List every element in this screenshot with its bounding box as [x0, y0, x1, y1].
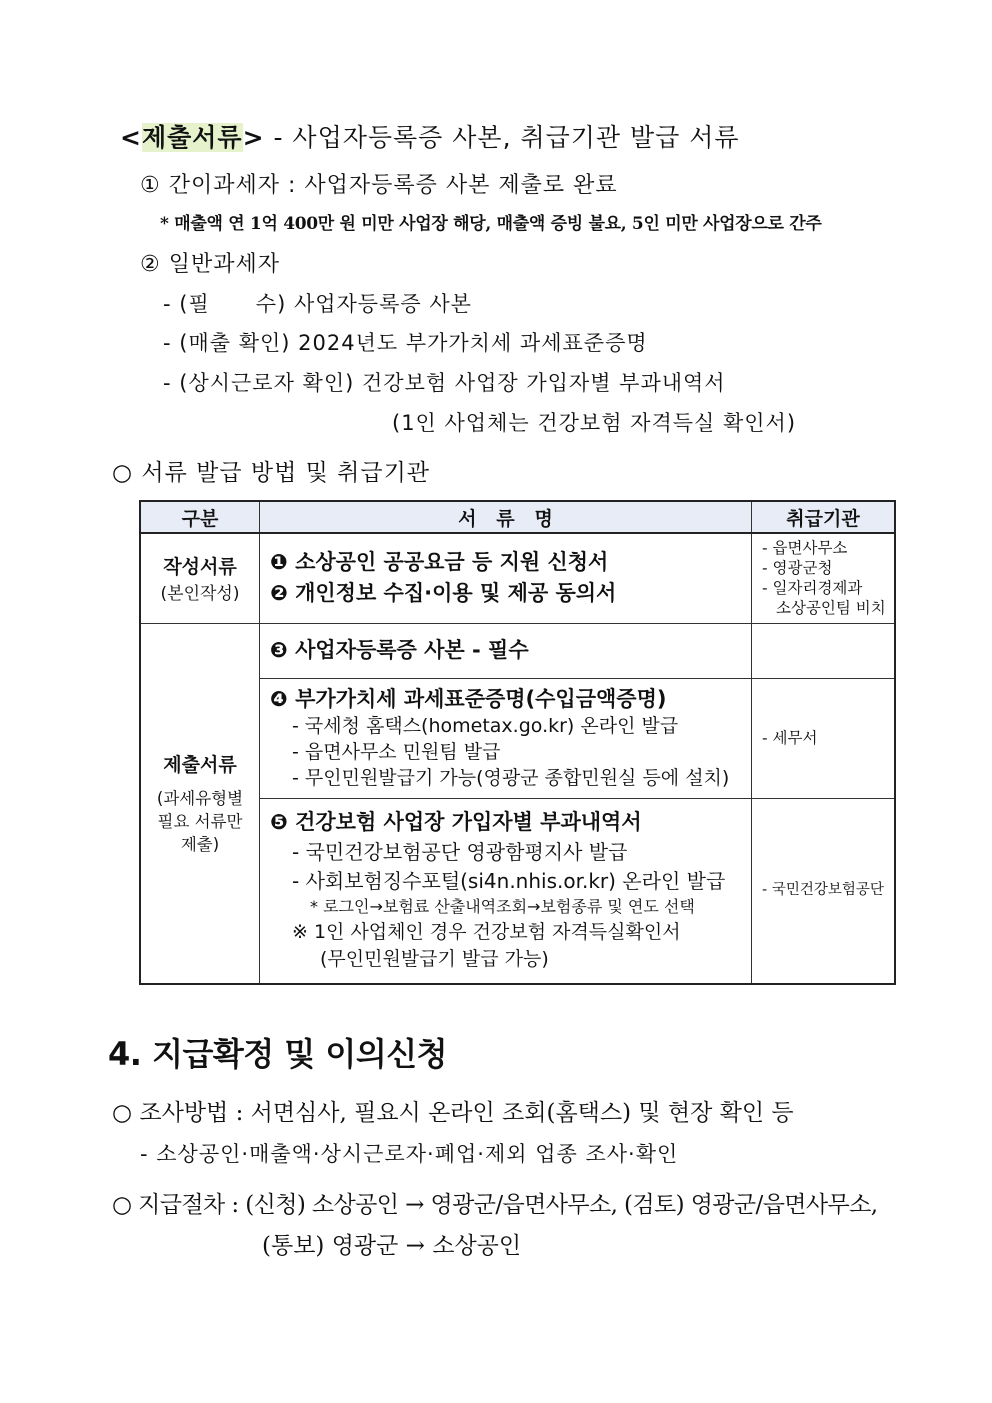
- agency-empty: [752, 623, 896, 678]
- doc-vat-hometax: - 국세청 홈택스(hometax.go.kr) 온라인 발급: [292, 715, 679, 738]
- category-submit-title: 제출서류: [163, 754, 237, 777]
- section4-title: 4. 지급확정 및 이의신청: [108, 1035, 448, 1073]
- item-simple-taxpayer-note: * 매출액 연 1억 400만 원 미만 사업장 해당, 매출액 증빙 불요, 5인 미만 사업장으로 간주: [160, 214, 822, 234]
- category-written-sub: (본인작성): [160, 584, 240, 605]
- category-submit: [140, 623, 260, 984]
- doc-health-title: ❺ 건강보험 사업장 가입자별 부과내역서: [270, 810, 642, 835]
- agency-smb-team: 소상공인팀 비치: [776, 599, 886, 618]
- item-general-taxpayer: ② 일반과세자: [140, 252, 280, 277]
- category-written-title: 작성서류: [163, 556, 237, 579]
- doc-vat-certificate: [260, 678, 752, 798]
- general-sub-workers-cont: (1인 사업체는 건강보험 자격득실 확인서): [392, 411, 797, 435]
- section4-procedure-cont: (통보) 영광군 → 소상공인: [262, 1233, 522, 1259]
- submit-docs-label-open: <: [120, 123, 142, 152]
- submit-docs-label: 제출서류: [141, 123, 243, 152]
- item-simple-taxpayer: ① 간이과세자 : 사업자등록증 사본 제출로 완료: [140, 173, 618, 198]
- doc-health-branch: - 국민건강보험공단 영광함평지사 발급: [292, 840, 628, 865]
- submit-docs-heading: [120, 118, 740, 154]
- header-agency: 취급기관: [752, 501, 896, 533]
- issue-section-title: ○ 서류 발급 방법 및 취급기관: [112, 460, 431, 486]
- doc-vat-township: - 읍면사무소 민원팀 발급: [292, 741, 501, 764]
- agency-township-office: - 읍면사무소: [762, 538, 848, 557]
- category-submit-sub2: 필요 서류만: [157, 812, 243, 832]
- agency-jobs-dept: - 일자리경제과: [762, 579, 863, 598]
- table-row: [140, 623, 895, 678]
- header-docname: 서 류 명: [260, 501, 752, 533]
- doc-health-single-note: ※ 1인 사업체인 경우 건강보험 자격득실확인서: [292, 921, 681, 944]
- doc-business-registration: ❸ 사업자등록증 사본 - 필수: [260, 623, 752, 678]
- doc-health-kiosk-note: (무인민원발급기 발급 가능): [320, 948, 549, 971]
- general-sub-sales: - (매출 확인) 2024년도 부가가치세 과세표준증명: [163, 331, 648, 355]
- category-written: [140, 533, 260, 623]
- agency-county-office: - 영광군청: [762, 559, 833, 578]
- doc-vat-kiosk: - 무인민원발급기 가능(영광군 종합민원실 등에 설치): [292, 766, 730, 789]
- general-sub-required: - (필 수) 사업자등록증 사본: [163, 292, 472, 316]
- doc-health-portal: - 사회보험징수포털(si4n.nhis.or.kr) 온라인 발급: [292, 868, 726, 893]
- doc-vat-title: ❹ 부가가치세 과세표준증명(수입금액증명): [270, 686, 667, 711]
- submit-docs-label-close: >: [242, 123, 265, 152]
- submit-docs-desc: - 사업자등록증 사본, 취급기관 발급 서류: [264, 123, 740, 152]
- section4-survey-sub: - 소상공인·매출액·상시근로자·폐업·제외 업종 조사·확인: [140, 1142, 679, 1166]
- doc-health-insurance: [260, 798, 752, 984]
- table-row: [140, 533, 895, 623]
- category-submit-sub1: (과세유형별: [156, 789, 244, 809]
- agency-nhis: - 국민건강보험공단: [752, 798, 896, 984]
- doc-privacy-consent: ❷ 개인정보 수집·이용 및 제공 동의서: [270, 581, 617, 606]
- header-category: 구분: [140, 501, 260, 533]
- doc-health-steps: * 로그인→보험료 산출내역조회→보험종류 및 연도 선택: [310, 897, 695, 917]
- agency-tax-office: - 세무서: [752, 678, 896, 798]
- docs-written: [260, 533, 752, 623]
- agency-written: [752, 533, 896, 623]
- general-sub-workers: - (상시근로자 확인) 건강보험 사업장 가입자별 부과내역서: [163, 371, 726, 395]
- section4-procedure: ○ 지급절차 : (신청) 소상공인 → 영광군/읍면사무소, (검토) 영광군/읍면사무소,: [112, 1192, 878, 1218]
- doc-application: ❶ 소상공인 공공요금 등 지원 신청서: [270, 549, 609, 574]
- section4-survey: ○ 조사방법 : 서면심사, 필요시 온라인 조회(홈택스) 및 현장 확인 등: [112, 1100, 794, 1126]
- documents-table: [139, 500, 896, 985]
- category-submit-sub3: 제출): [180, 835, 220, 855]
- table-header-row: [140, 501, 895, 533]
